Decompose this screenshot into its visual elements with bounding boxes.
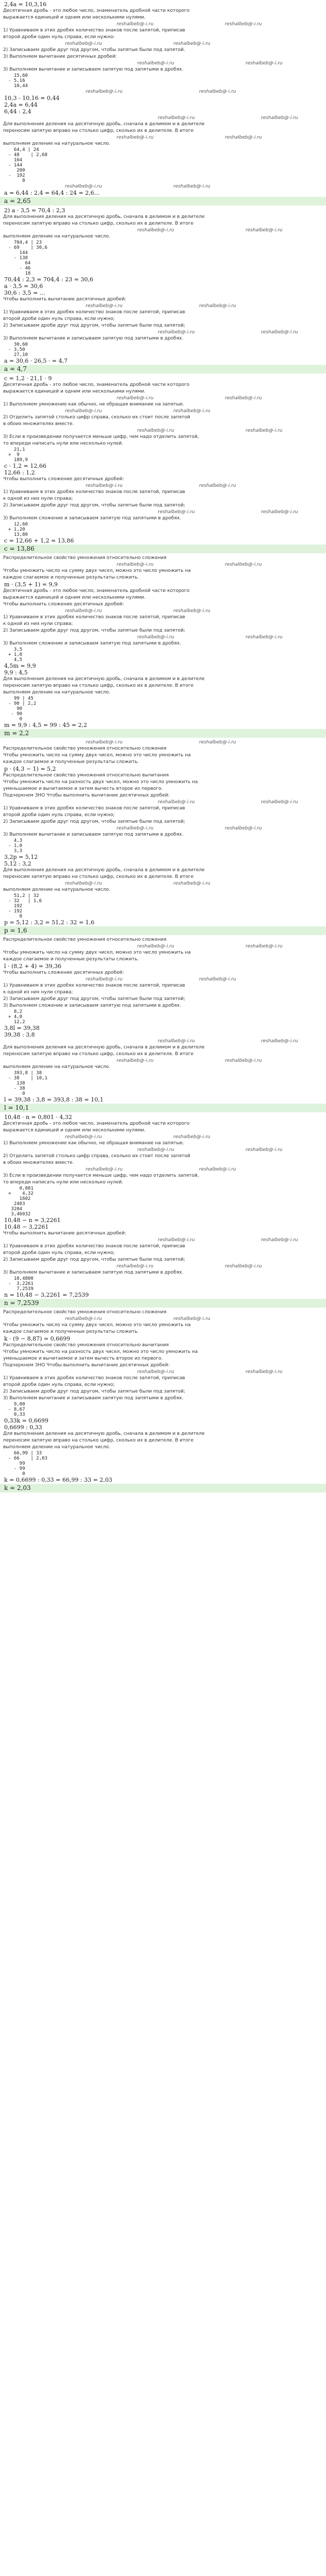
equation-line: l · (8,2 + 4) = 39,36 [4, 963, 61, 970]
equation-line: m · (3,5 + 1) = 9,9 [4, 581, 58, 588]
explanation-line: в обоих множителях вместе. [3, 1160, 74, 1165]
explanation-line: 3) Выполняем вычитание и записываем запятую под запятыми в дробях. [3, 67, 184, 72]
explanation-line: Подчеркнем ЗНО Чтобы выполнить вычитание десятичных дробей: [3, 1363, 170, 1368]
explanation-line: 2) Отделить запятой столько цифр справа, сколько их стоит после запятой [3, 1154, 190, 1159]
watermark-text: reshalbeb@-i.ru [225, 562, 262, 567]
explanation-line: к одной из них нули справа; [3, 990, 73, 995]
watermark-row [3, 428, 323, 434]
watermark-row [3, 880, 323, 887]
answer-highlight: a = 4,7 [0, 365, 326, 374]
explanation-line: Распределительное свойство умножения относительно сложения [3, 937, 167, 942]
column-calculation: 10,4800 - 3,2261 7,2539 [8, 1276, 34, 1292]
watermark-text: reshalbeb@-i.ru [137, 1369, 174, 1375]
watermark-text: reshalbeb@-i.ru [86, 977, 123, 982]
watermark-text: reshalbeb@-i.ru [137, 61, 174, 66]
watermark-row [3, 134, 323, 141]
explanation-line: 2) Записываем дроби друг под другом, чтобы запятые были под запятой; [3, 503, 185, 508]
explanation-line: 2) Записываем дроби друг под другом, чтобы запятые были под запятой; [3, 996, 185, 1002]
answer-highlight: l = 10,1 [0, 1104, 326, 1112]
watermark-text: reshalbeb@-i.ru [261, 1238, 298, 1243]
explanation-line: 2) Записываем дроби друг под другом, чтобы запятые были под запятой; [3, 628, 185, 633]
explanation-line: выполняем деление на натуральное число. [3, 141, 110, 146]
watermark-text: reshalbeb@-i.ru [199, 740, 236, 745]
watermark-text: reshalbeb@-i.ru [158, 115, 195, 121]
explanation-line: Для выполнения деления на десятичную дробь, сначала в делимом и в делителе [3, 868, 205, 873]
explanation-line: второй дроби один нуль справа, если нужно: [3, 35, 115, 40]
watermark-text: reshalbeb@-i.ru [246, 635, 283, 640]
equation-line: 0,6699 : 0,33 [4, 1424, 42, 1431]
equation-line: 10,48 − 3,2261 [4, 1224, 49, 1230]
watermark-row [3, 483, 323, 489]
equation-line: a = 6,44 : 2,4 = 64,4 : 24 = 2,6... [4, 190, 100, 196]
equation-line: 2,4a = 10,3,16 [4, 1, 47, 8]
watermark-text: reshalbeb@-i.ru [173, 1134, 210, 1140]
explanation-line: 2) Записываем дроби друг под другом, чтобы запятые были под запятой; [3, 323, 185, 328]
explanation-line: переносим запятую вправо на столько цифр, сколько их в делителе. В итоге [3, 874, 194, 879]
explanation-line: Для выполнения деления на десятичную дробь, сначала в делимом и в делителе [3, 214, 205, 219]
equation-line: m = 9,9 : 4,5 = 99 : 45 = 2,2 [4, 722, 87, 728]
equation-line: c = 1,2 · 21,1 · 9 [4, 375, 52, 382]
explanation-line: 3) Выполняем сложение и записываем запятую под запятыми в дробях. [3, 516, 182, 521]
explanation-line: 3) Выполняем сложение и записываем запятую под запятыми в дробях. [3, 1003, 182, 1008]
watermark-row [3, 1147, 323, 1153]
watermark-text: reshalbeb@-i.ru [86, 303, 123, 309]
explanation-line: 1) Уравниваем в этих дробях количество знаков после запятой, приписав [3, 28, 185, 33]
explanation-line: выполняем деление на натуральное число. [3, 690, 110, 695]
explanation-line: Чтобы умножить число на сумму двух чисел, можно это число умножить на [3, 1323, 191, 1328]
column-calculation: 3,5 + 1,0 4,5 [8, 647, 23, 663]
equation-line: l = 39,38 : 3,8 = 393,8 : 38 = 10,1 [4, 1096, 104, 1103]
watermark-text: reshalbeb@-i.ru [65, 1134, 102, 1140]
watermark-text: reshalbeb@-i.ru [158, 330, 195, 335]
column-calculation: 21,1 × 9 189,9 [8, 447, 28, 463]
explanation-line: то впереди написать нули или несколько нулей. [3, 441, 123, 446]
watermark-row [3, 1134, 323, 1140]
explanation-line: Чтобы умножить число на разность двух чисел, можно это число умножить на [3, 779, 198, 785]
column-calculation: 393,8 | 38 - 38 | 10,1 138 - 38 0 [8, 1071, 47, 1096]
explanation-line: к одной из них нули справа; [3, 496, 73, 501]
watermark-row [3, 1369, 323, 1375]
watermark-text: reshalbeb@-i.ru [158, 510, 195, 515]
column-calculation: 51,2 | 32 - 32 | 1,6 192 - 192 0 [8, 893, 42, 919]
explanation-line: выполняем деление на натуральное число. [3, 887, 110, 892]
watermark-text: reshalbeb@-i.ru [261, 115, 298, 121]
watermark-text: reshalbeb@-i.ru [261, 330, 298, 335]
explanation-line: второй дроби один нуль справа, если нужно; [3, 812, 115, 818]
watermark-text: reshalbeb@-i.ru [246, 428, 283, 433]
watermark-row [3, 21, 323, 27]
column-calculation: 0,801 × 4,32 1602 2403 3204 3,46032 [8, 1186, 34, 1217]
explanation-line: Распределительное свойство умножения относительно сложения [3, 746, 167, 751]
equation-line: n = 10,48 − 3,2261 = 7,2539 [4, 1292, 89, 1298]
explanation-line: 2) Записываем дроби друг под другом, чтобы запятые были под запятой; [3, 1257, 185, 1262]
explanation-line: уменьшаемое и вычитаемое и затем вычесть второе из первого. [3, 786, 163, 791]
watermark-text: reshalbeb@-i.ru [261, 800, 298, 805]
equation-line: c = 12,66 + 1,2 = 13,86 [4, 537, 74, 544]
explanation-line: выполняем деление на натуральное число. [3, 1064, 110, 1070]
watermark-text: reshalbeb@-i.ru [117, 396, 154, 401]
explanation-line: 3) Выполняем вычитание и записываем запятую под запятыми в дробях. [3, 832, 184, 837]
answer-highlight: n = 7,2539 [0, 1299, 326, 1308]
explanation-line: 1) Уравниваем в этих дробях количество знаков после запятой, приписав [3, 983, 185, 988]
watermark-text: reshalbeb@-i.ru [137, 1147, 174, 1153]
watermark-text: reshalbeb@-i.ru [137, 228, 174, 233]
watermark-row [3, 329, 323, 335]
explanation-line: 3) Выполняем вычитание и записываем запятую под запятыми в дробях. [3, 1396, 184, 1401]
watermark-row [3, 634, 323, 640]
explanation-line: Распределительное свойство умножения относительно вычитания [3, 773, 169, 778]
watermark-text: reshalbeb@-i.ru [137, 635, 174, 640]
watermark-text: reshalbeb@-i.ru [199, 977, 236, 982]
explanation-line: Распределительное свойство умножения относительно сложения [3, 555, 167, 561]
watermark-text: reshalbeb@-i.ru [158, 1238, 195, 1243]
explanation-line: 3) Выполняем сложение и записываем запятую под запятыми в дробях. [3, 641, 182, 646]
explanation-line: выражается единицей и одним или несколькими нулями. [3, 595, 146, 600]
watermark-row [3, 976, 323, 982]
explanation-line: выражается единицей и одним или несколькими нулями. [3, 1128, 146, 1133]
watermark-row [3, 562, 323, 568]
explanation-line: 1) Уравниваем в этих дробях количество знаков после запятой, приписав [3, 489, 185, 495]
explanation-line: Для выполнения деления на десятичную дробь, сначала в делимом и в делителе [3, 676, 205, 682]
watermark-text: reshalbeb@-i.ru [117, 826, 154, 831]
watermark-row [3, 227, 323, 233]
watermark-text: reshalbeb@-i.ru [117, 135, 154, 140]
solution-document [3, 1, 323, 1494]
watermark-row [3, 183, 323, 190]
explanation-line: каждое слагаемое и полученные результаты сложить. [3, 575, 139, 580]
watermark-text: reshalbeb@-i.ru [199, 89, 236, 94]
watermark-row [3, 799, 323, 805]
column-calculation: 8,2 + 4,0 12,2 [8, 1009, 25, 1025]
explanation-line: 3) Выполняем вычитание десятичных дробей: [3, 54, 117, 59]
equation-line: 12,66 : 1,2 [4, 469, 35, 476]
watermark-row [3, 303, 323, 309]
equation-line: 5,12 : 3,2 [4, 860, 31, 867]
explanation-line: 1) Уравниваем в этих дробях количество знаков после запятой, приписав [3, 1244, 185, 1249]
watermark-text: reshalbeb@-i.ru [225, 135, 262, 140]
column-calculation: 4,3 - 1,0 3,3 [8, 838, 23, 854]
explanation-line: Подчеркнем ЗНО Чтобы выполнить вычитание десятичных дробей: [3, 793, 170, 798]
watermark-text: reshalbeb@-i.ru [158, 1039, 195, 1044]
watermark-row [3, 1058, 323, 1064]
watermark-text: reshalbeb@-i.ru [261, 510, 298, 515]
equation-line: 10,3 - 10,16 = 0,44 [4, 95, 60, 101]
explanation-line: выполняем деление на натуральное число. [3, 234, 110, 239]
watermark-row [3, 395, 323, 401]
watermark-text: reshalbeb@-i.ru [246, 944, 283, 949]
watermark-text: reshalbeb@-i.ru [246, 1369, 283, 1375]
column-calculation: 9,00 - 8,67 0,33 [8, 1402, 25, 1417]
column-calculation: 66,99 | 33 - 66 | 2,03 99 - 99 0 [8, 1451, 47, 1477]
equation-line: p · (4,3 − 1) = 5,2 [4, 766, 56, 772]
explanation-line: Чтобы выполнить сложение десятичных дробей: [3, 477, 124, 482]
explanation-line: Для выполнения деления на десятичную дробь, сначала в делимом и в делителе [3, 1431, 205, 1436]
equation-line: a · 3,5 = 30,6 [4, 283, 43, 290]
column-calculation: 12,60 + 1,20 13,80 [8, 522, 28, 537]
column-calculation: 15,60 - 5,16 10,44 [8, 73, 28, 89]
watermark-text: reshalbeb@-i.ru [173, 409, 210, 414]
explanation-line: 2) Отделить запятой столько цифр справа, сколько их стоит после запятой [3, 415, 190, 420]
explanation-line: переносим запятую вправо на столько цифр, сколько их в делителе. В итоге [3, 221, 194, 226]
watermark-text: reshalbeb@-i.ru [173, 1316, 210, 1321]
equation-line: a = 30,6 · 26,5 · = 4,7 [4, 358, 68, 364]
explanation-line: Чтобы выполнить сложение десятичных дробей: [3, 602, 124, 607]
watermark-text: reshalbeb@-i.ru [246, 228, 283, 233]
watermark-text: reshalbeb@-i.ru [246, 1147, 283, 1153]
equation-line: 30,6 : 3,5 = ... [4, 290, 45, 296]
column-calculation: 99 | 45 - 90 | 2,2 90 - 90 0 [8, 696, 37, 722]
watermark-text: reshalbeb@-i.ru [225, 826, 262, 831]
explanation-line: в обоих множителях вместе. [3, 421, 74, 427]
explanation-line: 1) Уравниваем в этих дробях количество знаков после запятой, приписав [3, 310, 185, 315]
watermark-text: reshalbeb@-i.ru [65, 608, 102, 614]
explanation-line: Чтобы умножить число на сумму двух чисел, можно это число умножить на [3, 950, 191, 955]
explanation-line: второй дроби один нуль справа, если нужно; [3, 1382, 115, 1387]
explanation-line: то впереди написать нули или несколько нулей. [3, 1180, 123, 1185]
explanation-line: 2) Записываем дроби друг под другом, чтобы запятые были под запятой; [3, 1389, 185, 1394]
watermark-text: reshalbeb@-i.ru [199, 1167, 236, 1172]
watermark-text: reshalbeb@-i.ru [86, 89, 123, 94]
watermark-text: reshalbeb@-i.ru [225, 1058, 262, 1063]
watermark-row [3, 825, 323, 832]
explanation-line: 3) Если в произведении получается меньше цифр, чем надо отделить запятой, [3, 434, 199, 439]
watermark-row [3, 1166, 323, 1173]
explanation-line: Чтобы умножить число на сумму двух чисел, можно это число умножить на [3, 568, 191, 573]
equation-line: 2,4a = 6,44 [4, 101, 38, 108]
equation-line: 0,33k = 0,6699 [4, 1417, 48, 1424]
watermark-text: reshalbeb@-i.ru [246, 61, 283, 66]
explanation-line: второй дроби один нуль справа, если нужно; [3, 1250, 115, 1256]
explanation-line: 3) Если в произведении получается меньше цифр, чем надо отделить запятой, [3, 1173, 199, 1178]
equation-line: 3,2p = 5,12 [4, 854, 38, 860]
equation-line: 9,9 : 4,5 [4, 669, 28, 676]
explanation-line: выражается единицей и одним или несколькими нулями. [3, 15, 146, 20]
explanation-line: переносим запятую вправо на столько цифр, сколько их в делителе. В итоге [3, 1438, 194, 1443]
watermark-text: reshalbeb@-i.ru [65, 184, 102, 189]
explanation-line: Десятичная дробь - это любое число, знаменатель дробной части которого [3, 588, 190, 594]
watermark-text: reshalbeb@-i.ru [199, 483, 236, 488]
explanation-line: 3) Выполняем вычитание и записываем запятую под запятыми в дробях. [3, 336, 184, 341]
equation-line: 39,38 : 3,8 [4, 1031, 35, 1038]
explanation-line: 1) Выполняем умножение как обычно, не обращая внимание на запятые. [3, 1141, 185, 1146]
watermark-row [3, 739, 323, 745]
watermark-text: reshalbeb@-i.ru [86, 1167, 123, 1172]
watermark-text: reshalbeb@-i.ru [117, 1058, 154, 1063]
watermark-text: reshalbeb@-i.ru [173, 608, 210, 614]
explanation-line: 1) Выполняем умножение как обычно, не обращая внимание на запятые. [3, 402, 185, 407]
watermark-text: reshalbeb@-i.ru [65, 1316, 102, 1321]
watermark-row [3, 60, 323, 66]
watermark-text: reshalbeb@-i.ru [65, 881, 102, 886]
explanation-line: 2) Записываем дроби друг под другом, чтобы запятые были под запятой; [3, 819, 185, 824]
equation-line: k = 0,6699 : 0,33 = 66,99 : 33 = 2,03 [4, 1477, 112, 1483]
watermark-row [3, 1316, 323, 1322]
answer-highlight: k = 2,03 [0, 1484, 326, 1493]
explanation-line: выполняем деление на натуральное число. [3, 1445, 110, 1450]
explanation-line: переносим запятую вправо на столько цифр, сколько их в делителе. В итоге [3, 1052, 194, 1057]
explanation-line: 1) Уравниваем в этих дробях количество знаков после запятой, приписав [3, 806, 185, 811]
watermark-text: reshalbeb@-i.ru [225, 396, 262, 401]
explanation-line: 3) Выполняем вычитание и записываем запятую под запятыми в дробях. [3, 1270, 184, 1275]
watermark-row [3, 1038, 323, 1044]
equation-line: 4,5m = 9,9 [4, 663, 36, 669]
watermark-text: reshalbeb@-i.ru [173, 41, 210, 46]
explanation-line: Чтобы умножить число на сумму двух чисел, можно это число умножить на [3, 753, 191, 758]
watermark-text: reshalbeb@-i.ru [65, 409, 102, 414]
equation-line: k · (9 − 8,87) = 0,6699 [4, 1335, 71, 1342]
explanation-line: Чтобы выполнить вычитание десятичных дробей: [3, 297, 126, 302]
answer-highlight: p = 1,6 [0, 926, 326, 935]
explanation-line: переносим запятую вправо на столько цифр, сколько их в делителе. В итоге [3, 683, 194, 688]
column-calculation: 704,4 | 23 - 69 | 30,6 144 - 138 64 - 46 18 [8, 240, 47, 276]
watermark-text: reshalbeb@-i.ru [117, 562, 154, 567]
explanation-line: Для выполнения деления на десятичную дробь, сначала в делимом и в делителе [3, 1045, 205, 1050]
watermark-text: reshalbeb@-i.ru [137, 428, 174, 433]
watermark-row [3, 1263, 323, 1269]
watermark-row [3, 509, 323, 515]
equation-line: c · 1,2 = 12,66 [4, 463, 46, 469]
explanation-line: 1) Уравниваем в этих дробях количество знаков после запятой, приписав [3, 615, 185, 620]
explanation-line: Для выполнения деления на десятичную дробь, сначала в делимом и в делителе [3, 122, 205, 127]
watermark-text: reshalbeb@-i.ru [173, 184, 210, 189]
watermark-text: reshalbeb@-i.ru [117, 22, 154, 27]
explanation-line: Распределительное свойство умножения относительно вычитания [3, 1343, 169, 1348]
explanation-line: Чтобы умножить число на разность двух чисел, можно это число умножить на [3, 1349, 198, 1354]
watermark-text: reshalbeb@-i.ru [199, 303, 236, 309]
explanation-line: Чтобы выполнить сложение десятичных дробей: [3, 970, 124, 975]
answer-highlight: m = 2,2 [0, 729, 326, 738]
explanation-line: 1) Уравниваем в этих дробях количество знаков после запятой, приписав [3, 1376, 185, 1381]
explanation-line: выражается единицей и одним или несколькими нулями. [3, 389, 146, 394]
watermark-row [3, 943, 323, 950]
column-calculation: 64,4 | 24 - 48 | 2,68 164 - 144 200 - 192 8 [8, 147, 47, 183]
watermark-row [3, 89, 323, 95]
watermark-row [3, 1237, 323, 1243]
equation-line: 3,8l = 39,38 [4, 1025, 40, 1031]
explanation-line: Десятичная дробь - это любое число, знаменатель дробной части которого [3, 382, 190, 387]
watermark-row [3, 115, 323, 121]
watermark-text: reshalbeb@-i.ru [225, 22, 262, 27]
watermark-text: reshalbeb@-i.ru [117, 1264, 154, 1269]
watermark-text: reshalbeb@-i.ru [261, 1039, 298, 1044]
equation-line: 70,44 : 2,3 = 704,4 : 23 = 30,6 [4, 276, 93, 283]
explanation-line: Чтобы выполнить вычитание десятичных дробей: [3, 1231, 126, 1236]
watermark-text: reshalbeb@-i.ru [225, 1264, 262, 1269]
equation-line: 2) a · 3,5 = 70,4 : 2,3 [4, 207, 66, 214]
equation-line: 6,44 : 2,4 [4, 108, 31, 115]
watermark-text: reshalbeb@-i.ru [158, 800, 195, 805]
explanation-line: каждое слагаемое и полученные результаты сложить. [3, 1329, 139, 1334]
equation-line: p = 5,12 : 3,2 = 51,2 : 32 = 1,6 [4, 919, 95, 926]
explanation-line: каждое слагаемое и полученные результаты сложить. [3, 759, 139, 765]
watermark-text: reshalbeb@-i.ru [65, 41, 102, 46]
watermark-text: reshalbeb@-i.ru [86, 483, 123, 488]
equation-line: 10,48 − n = 3,2261 [4, 1217, 61, 1224]
explanation-line: Десятичная дробь - это любое число, знаменатель дробной части которого [3, 1121, 190, 1126]
watermark-text: reshalbeb@-i.ru [137, 944, 174, 949]
explanation-line: переносим запятую вправо на столько цифр, сколько их в делителе. В итоге [3, 128, 194, 133]
watermark-row [3, 608, 323, 614]
watermark-text: reshalbeb@-i.ru [86, 740, 123, 745]
answer-highlight: c = 13,86 [0, 545, 326, 553]
watermark-text: reshalbeb@-i.ru [173, 881, 210, 886]
explanation-line: к одной из них нули справа; [3, 621, 73, 626]
explanation-line: уменьшаемое и вычитаемое и затем вычесть второе из первого. [3, 1356, 163, 1361]
explanation-line: каждое слагаемое и полученные результаты сложить. [3, 957, 139, 962]
column-calculation: 30,60 - 3,50 27,10 [8, 342, 28, 358]
explanation-line: Распределительное свойство умножения относительно сложения [3, 1310, 167, 1315]
explanation-line: 2) Записываем дроби друг под другом, чтобы запятые были под запятой. [3, 47, 185, 53]
explanation-line: второй дроби один нуль справа, если нужно; [3, 316, 115, 321]
explanation-line: Десятичная дробь - это любое число, знаменатель дробной части которого [3, 8, 190, 13]
answer-highlight: a = 2,65 [0, 197, 326, 206]
watermark-row [3, 41, 323, 47]
watermark-row [3, 408, 323, 414]
equation-line: 10,48 · n = 0,801 · 4,32 [4, 1114, 72, 1121]
